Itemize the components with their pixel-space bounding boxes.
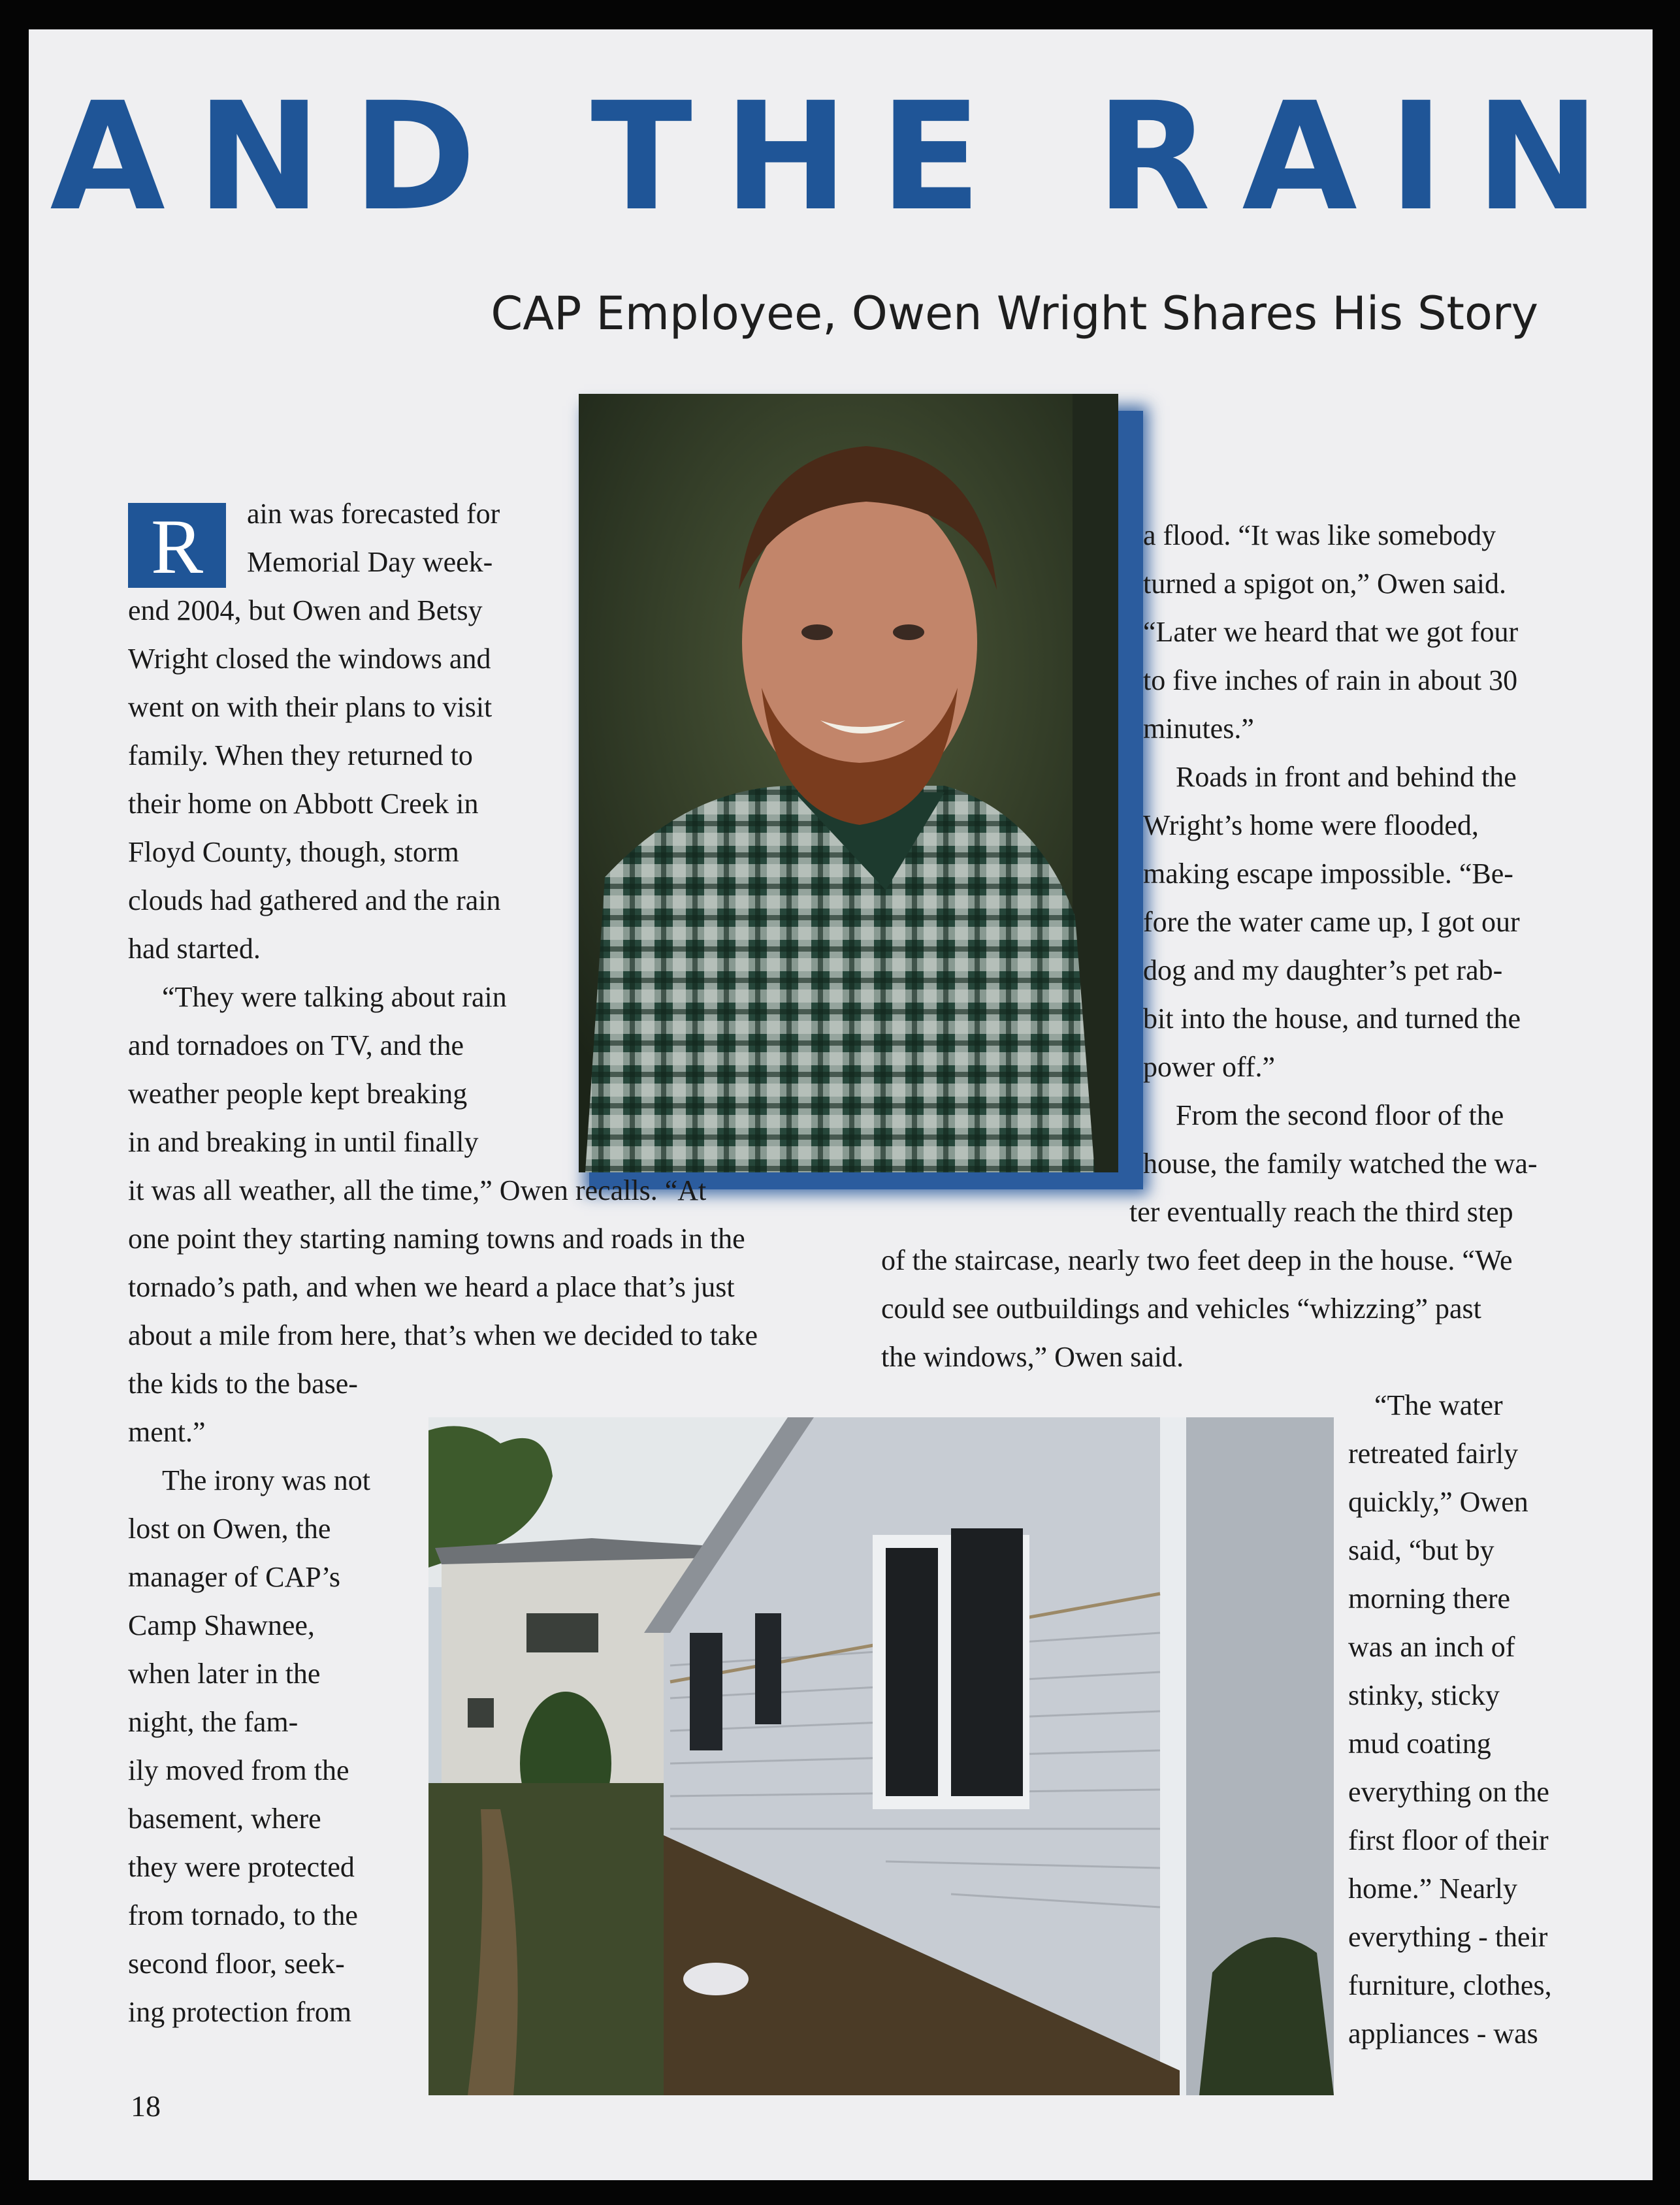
text-line: The irony was not [162,1464,370,1496]
column1-intro [247,490,500,587]
text-line: “They were talking about rain [162,981,507,1013]
text-line: lost on Owen, the [128,1513,331,1545]
text-line: ain was forecasted for [247,498,500,530]
text-line: to five inches of rain in about 30 [1143,664,1518,696]
text-line: and tornadoes on TV, and the [128,1029,464,1061]
text-line: night, the fam- [128,1706,299,1738]
text-line: the kids to the base- [128,1368,358,1400]
text-line: one point they starting naming towns and roads in the [128,1223,745,1255]
text-line: stinky, sticky [1348,1679,1500,1711]
text-line: clouds had gathered and the rain [128,884,501,916]
text-line: house, the family watched the wa- [1143,1148,1538,1180]
text-line: tornado’s path, and when we heard a place that’s just [128,1271,735,1303]
text-line: went on with their plans to visit [128,691,493,723]
text-line: ter eventually reach the third step [1129,1196,1513,1228]
text-line: turned a spigot on,” Owen said. [1143,568,1506,600]
text-line: family. When they returned to [128,739,473,771]
text-line: “Later we heard that we got four [1143,616,1519,648]
text-line: dog and my daughter’s pet rab- [1143,954,1503,986]
text-line: could see outbuildings and vehicles “whizzing” past [881,1293,1481,1325]
text-line: mud coating [1348,1728,1491,1760]
text-line: fore the water came up, I got our [1143,906,1520,938]
text-line: everything on the [1348,1776,1549,1808]
text-line: ment.” [128,1416,206,1448]
subheadline: CAP Employee, Owen Wright Shares His Story [491,287,1538,340]
text-line: it was all weather, all the time,” Owen recalls. “At [128,1174,707,1206]
text-line: manager of CAP’s [128,1561,341,1593]
text-line: ing protection from [128,1996,352,2028]
text-line: Floyd County, though, storm [128,836,459,868]
column1-bottom [128,1360,370,2036]
text-line: when later in the [128,1658,321,1690]
text-line: “The water [1374,1389,1503,1421]
text-line: from tornado, to the [128,1899,358,1931]
text-line: Memorial Day week- [247,546,493,578]
text-line: home.” Nearly [1348,1873,1517,1905]
text-line: said, “but by [1348,1534,1494,1566]
text-line: Wright closed the windows and [128,643,491,675]
text-line: weather people kept breaking [128,1078,468,1110]
portrait-photo [579,394,1118,1172]
text-line: a flood. “It was like somebody [1143,519,1496,551]
column2-bottom [1348,1381,1552,2058]
text-line: first floor of their [1348,1824,1549,1856]
text-line: end 2004, but Owen and Betsy [128,594,483,626]
text-line: appliances - was [1348,2018,1538,2050]
text-line: furniture, clothes, [1348,1969,1552,2001]
text-line: in and breaking in until finally [128,1126,479,1158]
text-line: about a mile from here, that’s when we decided to take [128,1319,758,1351]
text-line: bit into the house, and turned the [1143,1003,1521,1035]
text-line: retreated fairly [1348,1438,1519,1470]
text-line: their home on Abbott Creek in [128,788,479,820]
text-line: of the staircase, nearly two feet deep in the house. “We [881,1244,1513,1276]
magazine-page [29,29,1653,2180]
column1-body [128,587,507,1167]
text-line: making escape impossible. “Be- [1143,858,1513,890]
text-line: second floor, seek- [128,1948,345,1980]
text-line: quickly,” Owen [1348,1486,1528,1518]
text-line: Camp Shawnee, [128,1609,315,1641]
page-number: 18 [131,2089,161,2123]
text-line: they were protected [128,1851,355,1883]
text-line: everything - their [1348,1921,1548,1953]
text-line: was an inch of [1348,1631,1515,1663]
text-line: had started. [128,933,261,965]
text-line: morning there [1348,1583,1511,1615]
headline: AND THE RAIN [50,70,1632,244]
column2-top [1143,511,1538,1188]
text-line: minutes.” [1143,713,1254,745]
column2-mid [881,1188,1513,1381]
text-line: From the second floor of the [1176,1099,1504,1131]
text-line: basement, where [128,1803,321,1835]
text-line: Wright’s home were flooded, [1143,809,1479,841]
text-line: the windows,” Owen said. [881,1341,1184,1373]
text-line: ily moved from the [128,1754,349,1786]
column1-wide [128,1167,758,1360]
text-line: Roads in front and behind the [1176,761,1517,793]
drop-cap: R [128,503,226,588]
flooded-house-photo [428,1417,1334,2095]
text-line: power off.” [1143,1051,1275,1083]
